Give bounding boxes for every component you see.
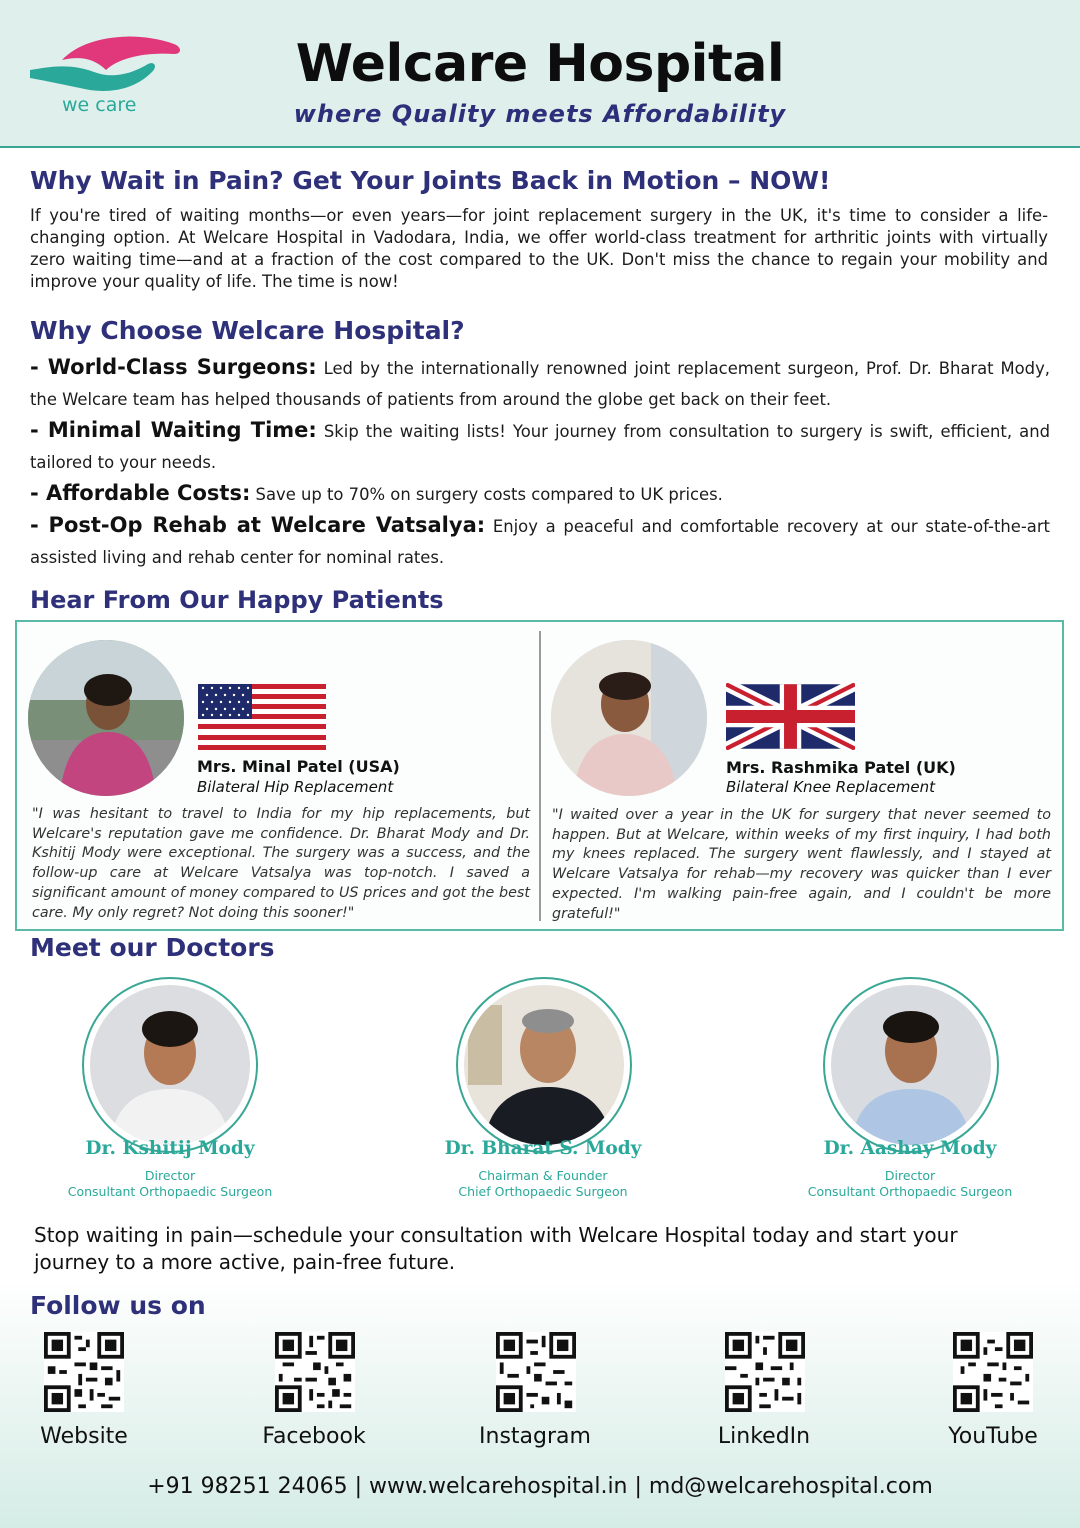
contact-info[interactable]: +91 98251 24065 | www.welcarehospital.in | md@welcarehospital.com [147, 1474, 933, 1499]
testimonials-heading: Hear From Our Happy Patients [30, 586, 444, 614]
uk-flag-icon [726, 683, 855, 750]
doctor-title: Director [144, 1168, 196, 1183]
why-item-text: Save up to 70% on surgery costs compared to UK prices. [250, 485, 723, 504]
patient-name: Mrs. Rashmika Patel (UK) [726, 758, 956, 777]
youtube-link[interactable]: YouTube [948, 1424, 1038, 1449]
logo-text: we care [62, 94, 137, 116]
doctor-photo [831, 985, 991, 1145]
intro-paragraph: If you're tired of waiting months—or even years—for joint replacement surgery in the UK, it's time to consider a life-changing option. At Welcare Hospital in Vadodara, India, we offer world-class treatment for arthritic joints with virtually zero waiting time—and at a fraction of the cost compared to the UK. Don't miss the chance to regain your mobility and improve your quality of life. The time is now! [30, 206, 1048, 291]
patient-quote: "I was hesitant to travel to India for my hip replacements, but Welcare's reputation gave me confidence. Dr. Bharat Mody and Dr. Kshitij Mody were exceptional. The surgery was a success, and the follow-up care at Welcare Vatsalya was top-notch. I saved a significant amount of money compared to US prices and got the best care. My only regret? Not doing this sooner!" [32, 806, 530, 921]
doctor-photo-icon [90, 985, 250, 1145]
header [0, 0, 1080, 148]
doctor-photo-icon [464, 985, 624, 1145]
website-link[interactable]: Website [40, 1424, 128, 1449]
follow-heading: Follow us on [30, 1291, 206, 1320]
doctor-photo-frame [823, 977, 999, 1153]
linkedin-qr-code-icon[interactable] [725, 1332, 805, 1412]
why-item-title: - Post-Op Rehab at Welcare Vatsalya: [30, 513, 486, 537]
patient-name: Mrs. Minal Patel (USA) [197, 757, 400, 776]
facebook-link[interactable]: Facebook [262, 1424, 366, 1449]
why-item [30, 510, 1050, 573]
facebook-qr-code-icon[interactable] [275, 1332, 355, 1412]
doctor-name: Dr. Bharat S. Mody [444, 1138, 642, 1159]
doctor-name: Dr. Kshitij Mody [85, 1138, 255, 1159]
why-item [30, 352, 1050, 415]
why-item-text: Led by the internationally renowned joint replacement surgeon, Prof. Dr. Bharat Mody, the Welcare team has helped thousands of patients from around the globe get back on their feet. [30, 359, 1050, 409]
why-item-text: Skip the waiting lists! Your journey from consultation to surgery is swift, efficient, and tailored to your needs. [30, 422, 1050, 472]
call-to-action: Stop waiting in pain—schedule your consultation with Welcare Hospital today and start your journey to a more active, pain-free future. [34, 1223, 958, 1274]
why-item-title: - World-Class Surgeons: [30, 355, 317, 379]
why-item [30, 415, 1050, 478]
why-item-text: Enjoy a peaceful and comfortable recovery at our state-of-the-art assisted living and rehab center for nominal rates. [30, 517, 1050, 567]
doctor-photo [90, 985, 250, 1145]
doctors-heading: Meet our Doctors [30, 933, 275, 962]
why-heading: Why Choose Welcare Hospital? [30, 316, 465, 345]
why-list [30, 352, 1050, 573]
website-qr-code-icon[interactable] [44, 1332, 124, 1412]
doctor-photo-frame [456, 977, 632, 1153]
doctor-photo-icon [831, 985, 991, 1145]
patient-photo-icon [28, 640, 184, 796]
patient-procedure: Bilateral Knee Replacement [726, 778, 936, 796]
doctor-title: Director [884, 1168, 936, 1183]
testimonials-divider [539, 631, 541, 921]
doctor-specialty: Consultant Orthopaedic Surgeon [67, 1184, 273, 1199]
patient-procedure: Bilateral Hip Replacement [197, 778, 394, 796]
instagram-qr-code-icon[interactable] [496, 1332, 576, 1412]
why-item-title: - Affordable Costs: [30, 481, 251, 505]
usa-flag-icon [198, 684, 326, 750]
youtube-qr-code-icon[interactable] [953, 1332, 1033, 1412]
patient-photo [551, 640, 707, 796]
doctor-photo [464, 985, 624, 1145]
instagram-link[interactable]: Instagram [479, 1424, 591, 1449]
doctor-photo-frame [82, 977, 258, 1153]
page-title: Welcare Hospital [295, 34, 785, 94]
linkedin-link[interactable]: LinkedIn [717, 1424, 811, 1449]
doctor-title: Chairman & Founder [478, 1168, 608, 1183]
patient-quote: "I waited over a year in the UK for surgery that never seemed to happen. But at Welcare, within weeks of my first inquiry, I had both my knees replaced. The surgery went flawlessly, and I stayed at Welcare Vatsalya for rehab—my recovery was quicker than I ever expected. I'm walking pain-free again, and I couldn't be more grateful!" [552, 807, 1051, 922]
doctor-specialty: Chief Orthopaedic Surgeon [458, 1184, 628, 1199]
doctor-specialty: Consultant Orthopaedic Surgeon [807, 1184, 1013, 1199]
why-item-title: - Minimal Waiting Time: [30, 418, 317, 442]
doctor-name: Dr. Aashay Mody [823, 1138, 997, 1159]
tagline: where Quality meets Affordability [293, 100, 787, 128]
patient-photo [28, 640, 184, 796]
patient-photo-icon [551, 640, 707, 796]
intro-heading: Why Wait in Pain? Get Your Joints Back in Motion – NOW! [30, 166, 831, 195]
why-item [30, 478, 1050, 510]
